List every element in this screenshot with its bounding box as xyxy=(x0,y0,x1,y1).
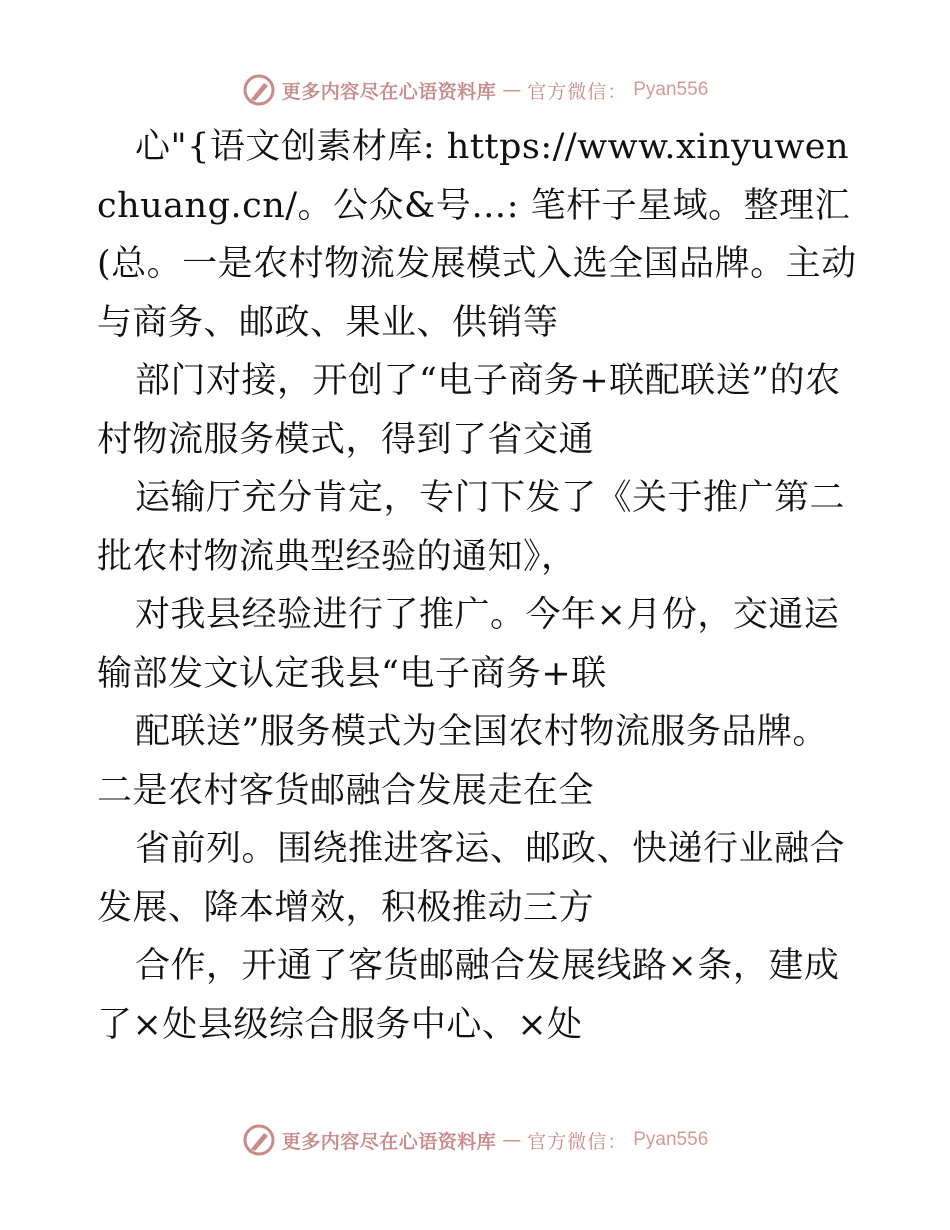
banner-main-text: 更多内容尽在心语资料库 xyxy=(281,1130,497,1153)
banner-dash: — xyxy=(502,1129,522,1151)
banner-wechat-id: Pyan556 xyxy=(633,1129,709,1150)
paragraph-2: 部门对接，开创了“电子商务+联配联送”的农村物流服务模式，得到了省交通 xyxy=(97,361,841,460)
paragraph-1: 心"{语文创素材库: https://www.xinyuwenchuang.cn/。公众&号…: 笔杆子星域。整理汇(总。一是农村物流发展模式入选全国品牌。主动与商务、邮政、果业、供销等 xyxy=(97,127,857,343)
paragraph-5: 配联送”服务模式为全国农村物流服务品牌。二是农村客货邮融合发展走在全 xyxy=(97,712,828,811)
banner-sub-text: 官方微信： xyxy=(527,1130,628,1153)
banner-sub-text: 官方微信： xyxy=(527,80,628,103)
paragraph-7: 合作，开通了客货邮融合发展线路×条，建成了×处县级综合服务中心、×处 xyxy=(97,946,840,1045)
paragraph-4: 对我县经验进行了推广。今年×月份，交通运输部发文认定我县“电子商务+联 xyxy=(97,595,840,694)
pen-logo-icon xyxy=(242,1123,276,1157)
footer-watermark-banner xyxy=(0,1120,950,1160)
paragraph-3: 运输厅充分肯定，专门下发了《关于推广第二批农村物流典型经验的通知》， xyxy=(97,478,846,577)
header-watermark-banner xyxy=(0,70,950,110)
banner-wechat-id: Pyan556 xyxy=(633,79,709,100)
document-body xyxy=(97,118,857,1054)
pen-logo-icon xyxy=(242,73,276,107)
banner-dash: — xyxy=(502,79,522,101)
paragraph-6: 省前列。围绕推进客运、邮政、快递行业融合发展、降本增效，积极推动三方 xyxy=(97,829,846,928)
banner-main-text: 更多内容尽在心语资料库 xyxy=(281,80,497,103)
